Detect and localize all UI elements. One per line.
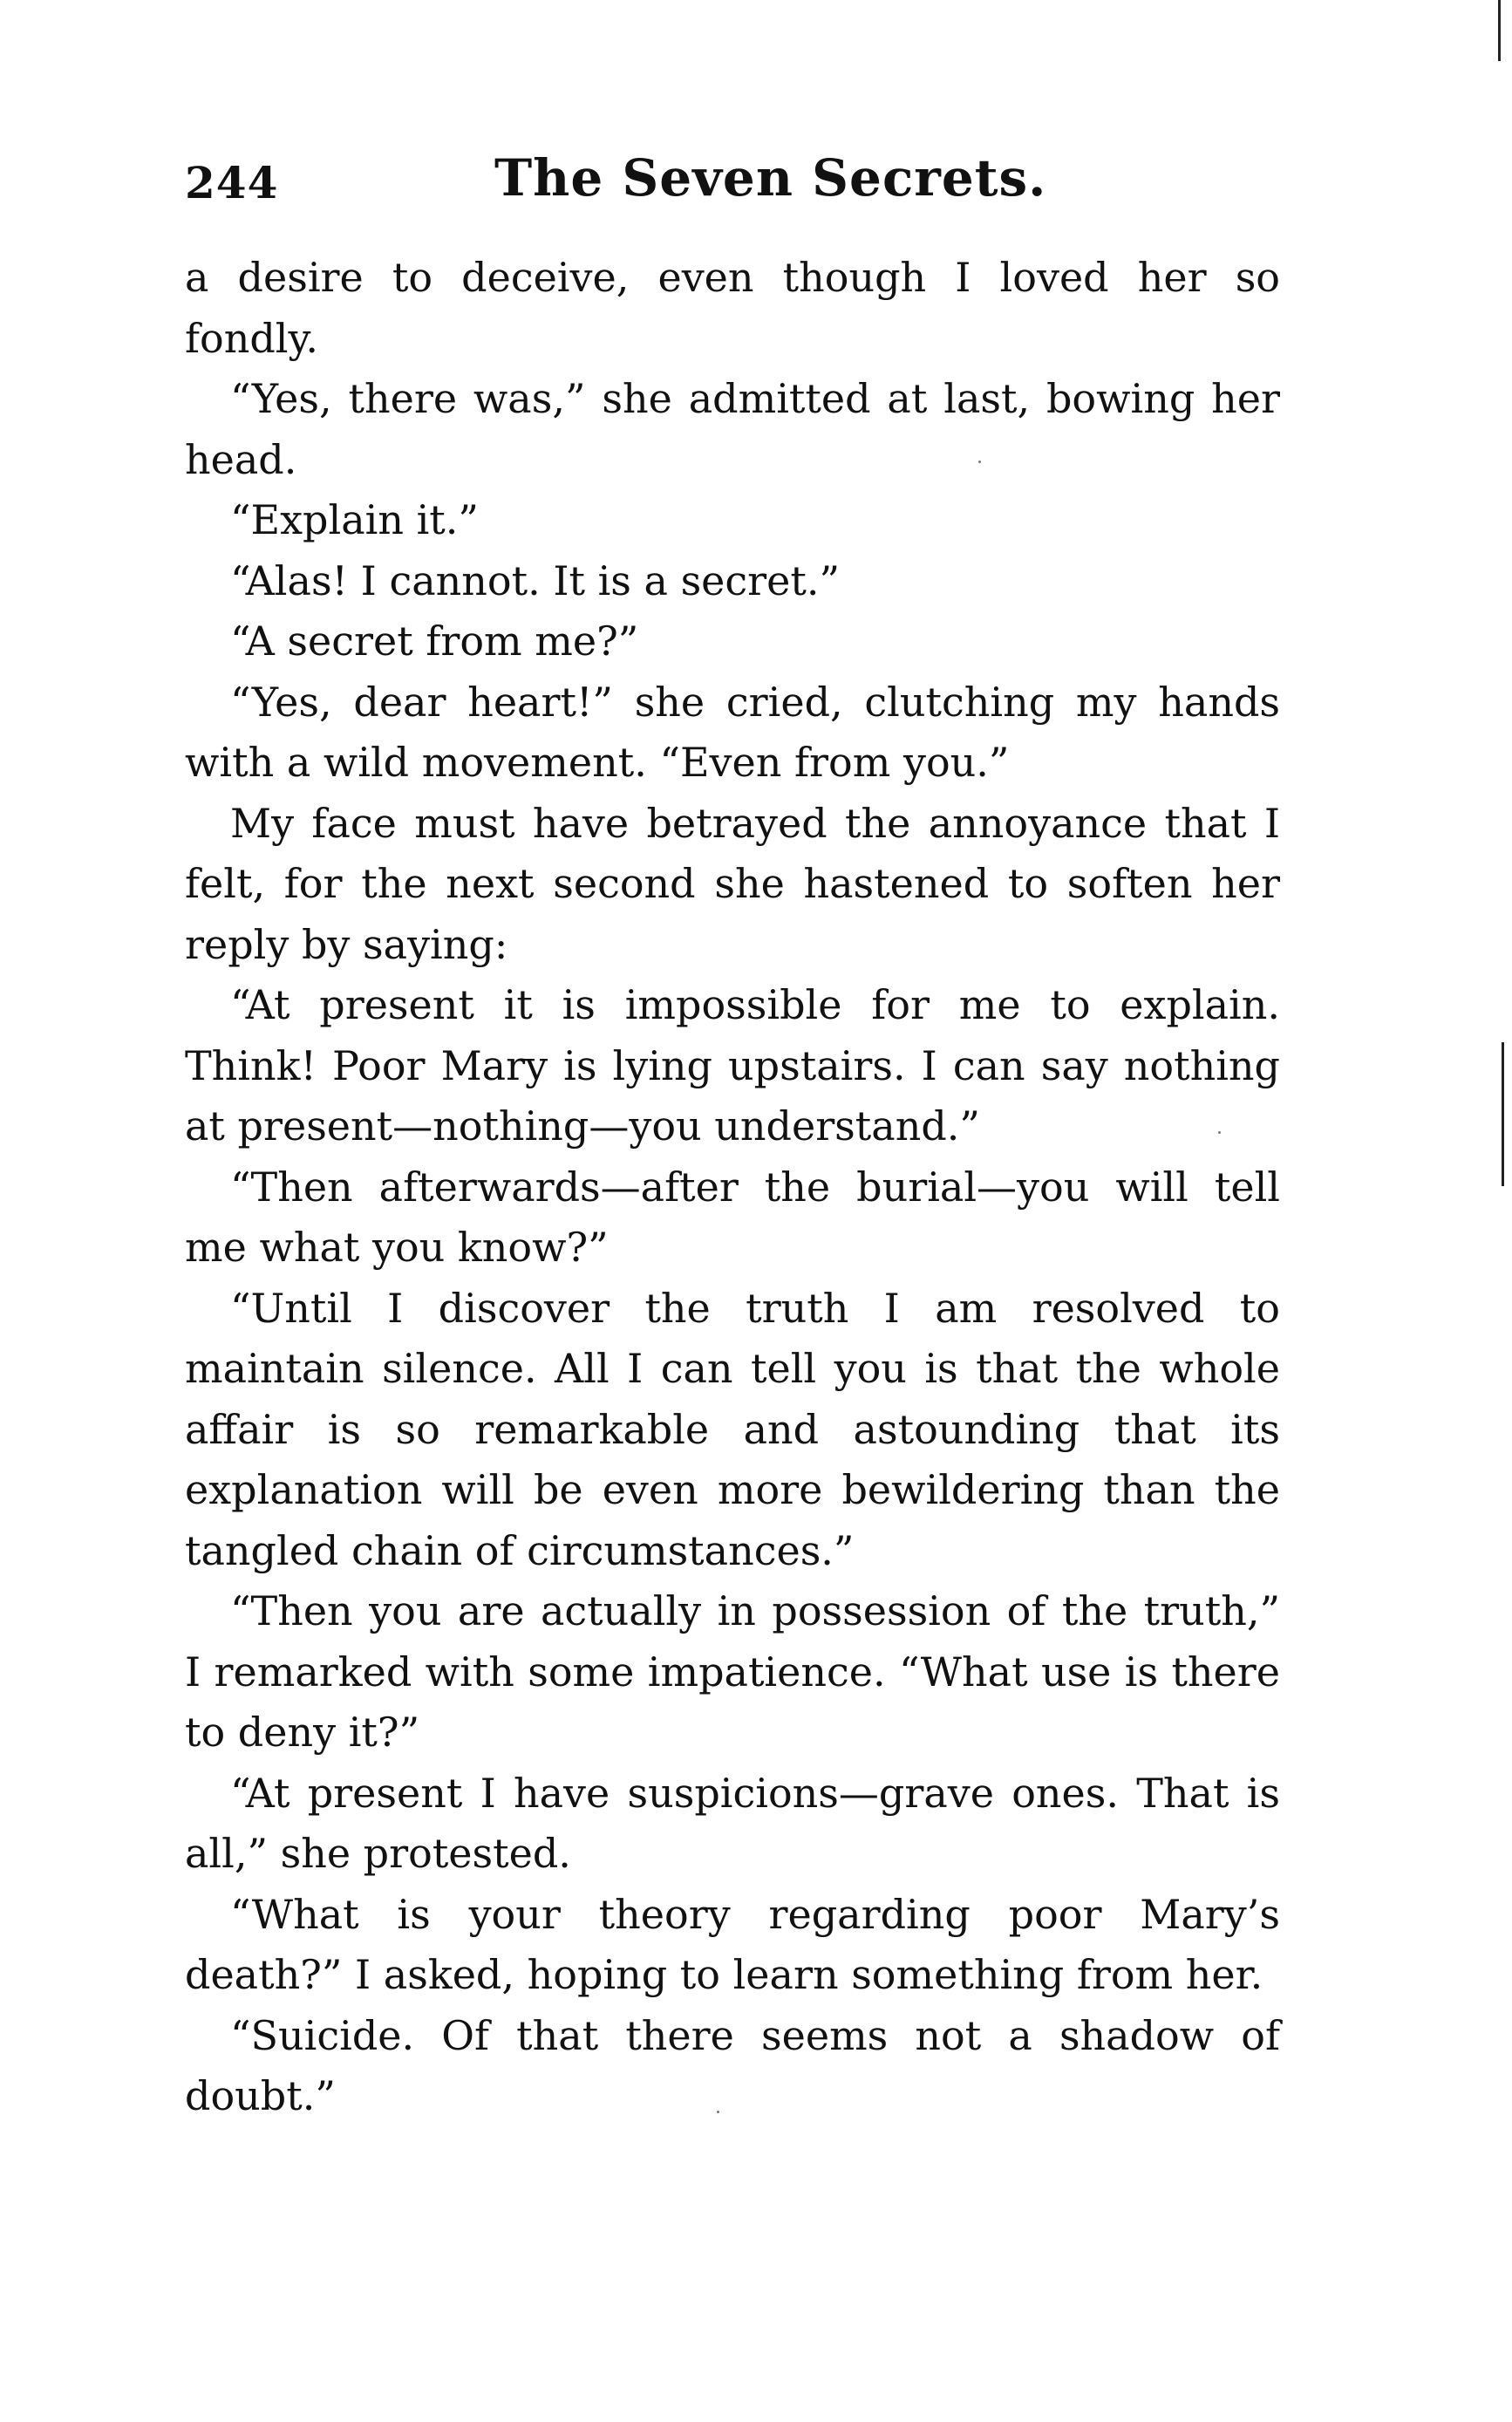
paragraph: “What is your theory regarding poor Mary’s death?” I asked, hoping to learn something from her. bbox=[185, 1890, 1280, 1998]
paragraph: “A secret from me?” bbox=[230, 617, 639, 665]
paragraph: “Suicide. Of that there seems not a shadow of doubt.” bbox=[185, 2011, 1280, 2119]
paragraph: a desire to deceive, even though I loved her so fondly. bbox=[185, 254, 1280, 362]
running-title: The Seven Secrets. bbox=[494, 148, 1047, 208]
page-number: 244 bbox=[185, 157, 279, 208]
paragraph: “Then afterwards—after the burial—you will tell me what you know?” bbox=[185, 1163, 1280, 1271]
paragraph: “Yes, there was,” she admitted at last, bowing her head. bbox=[185, 375, 1280, 483]
paragraph: My face must have betrayed the annoyance that I felt, for the next second she hastened to soften her reply by saying: bbox=[185, 799, 1280, 968]
paragraph: “Alas! I cannot. It is a secret.” bbox=[230, 556, 841, 604]
paragraph: “Explain it.” bbox=[230, 496, 479, 543]
page-header bbox=[185, 148, 1284, 227]
paragraph: “At present it is impossible for me to explain. Think! Poor Mary is lying upstairs. I can say nothing at present—nothing—you understand.” bbox=[185, 981, 1280, 1150]
paragraph: “Until I discover the truth I am resolved to maintain silence. All I can tell you is that the whole affair is so remarkable and astounding that its explanation will be even more bewildering than the tangled chain of circumstances.” bbox=[185, 1284, 1280, 1574]
scan-edge-mark-middle bbox=[1502, 1042, 1504, 1186]
paragraph: “Yes, dear heart!” she cried, clutching my hands with a wild movement. “Even from you.” bbox=[185, 678, 1280, 786]
scan-edge-mark-top bbox=[1498, 0, 1501, 61]
paragraph: “At present I have suspicions—grave ones. That is all,” she protested. bbox=[185, 1769, 1280, 1877]
paragraph: “Then you are actually in possession of the truth,” I remarked with some impatience. “What use is there to deny it?” bbox=[185, 1587, 1280, 1756]
body-text bbox=[185, 248, 1280, 2127]
